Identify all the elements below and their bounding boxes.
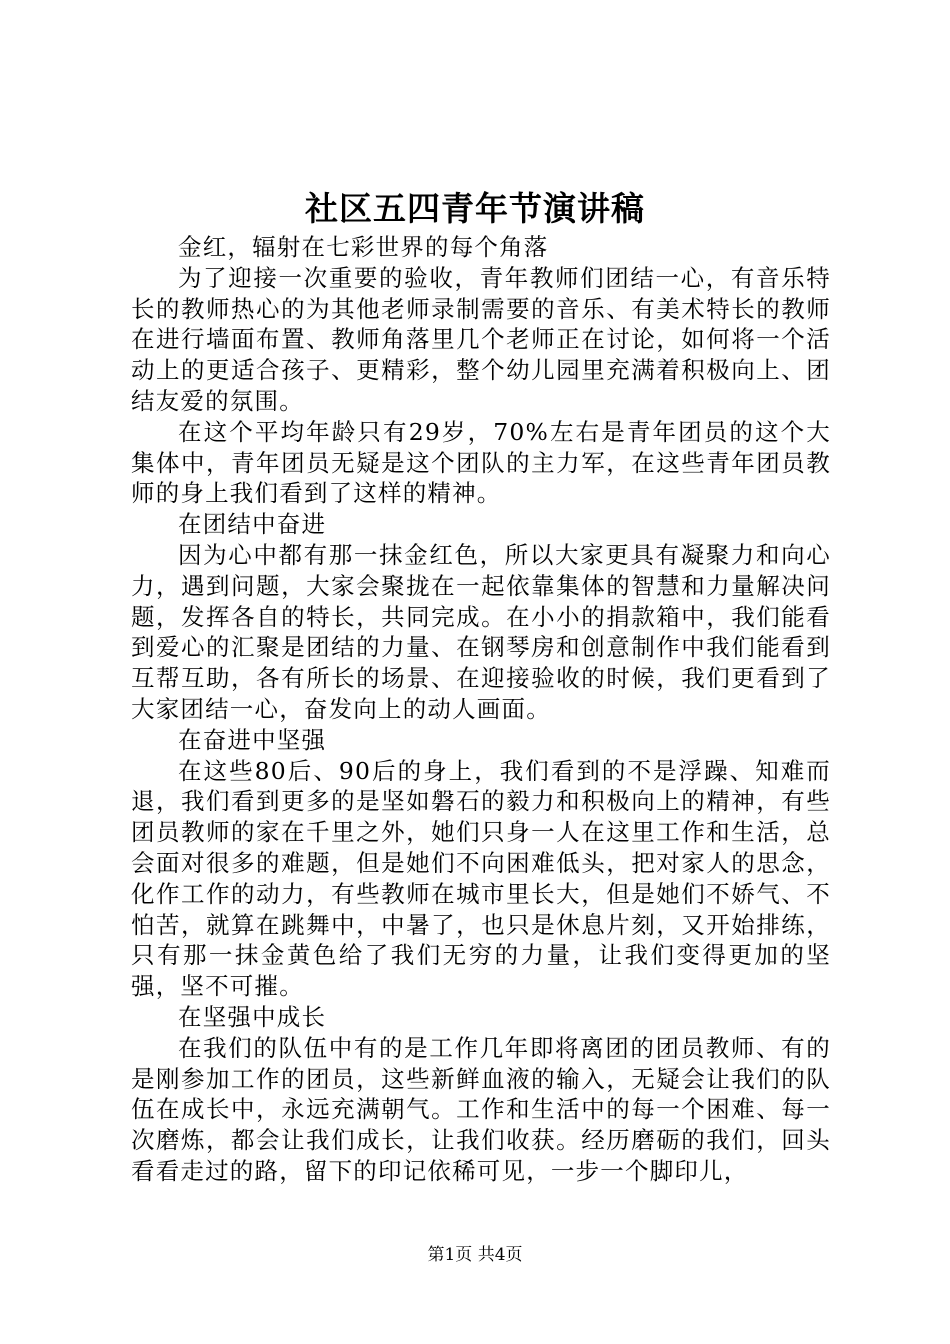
- section-heading: 在奋进中坚强: [178, 725, 327, 754]
- paragraph: 在我们的队伍中有的是工作几年即将离团的团员教师、有的是刚参加工作的团员，这些新鲜血液的输入，无疑会让我们的队伍在成长中，永远充满朝气。工作和生活中的每一个困难、每一次磨炼，都会让我们成长，让我们收获。经历磨砺的我们，回头看看走过的路，留下的印记依稀可见，一步一个脚印儿，: [131, 1033, 831, 1185]
- document-title: 社区五四青年节演讲稿: [305, 189, 645, 228]
- page-footer: 第1页 共4页: [427, 1245, 523, 1265]
- document-body: [131, 232, 831, 1187]
- paragraph: 在这个平均年龄只有29岁，70%左右是青年团员的这个大集体中，青年团员无疑是这个团队的主力军，在这些青年团员教师的身上我们看到了这样的精神。: [131, 417, 831, 508]
- paragraph: 为了迎接一次重要的验收，青年教师们团结一心，有音乐特长的教师热心的为其他老师录制需要的音乐、有美术特长的教师在进行墙面布置、教师角落里几个老师正在讨论，如何将一个活动上的更适合孩子、更精彩，整个幼儿园里充满着积极向上、团结友爱的氛围。: [131, 263, 831, 415]
- paragraph: 在这些80后、90后的身上，我们看到的不是浮躁、知难而退，我们看到更多的是坚如磐石的毅力和积极向上的精神，有些团员教师的家在千里之外，她们只身一人在这里工作和生活，总会面对很多的难题，但是她们不向困难低头，把对家人的思念，化作工作的动力，有些教师在城市里长大，但是她们不娇气、不怕苦，就算在跳舞中，中暑了，也只是休息片刻，又开始排练，只有那一抹金黄色给了我们无穷的力量，让我们变得更加的坚强，坚不可摧。: [131, 756, 831, 1001]
- paragraph: 因为心中都有那一抹金红色，所以大家更具有凝聚力和向心力，遇到问题，大家会聚拢在一起依靠集体的智慧和力量解决问题，发挥各自的特长，共同完成。在小小的捐款箱中，我们能看到爱心的汇聚是团结的力量、在钢琴房和创意制作中我们能看到互帮互助，各有所长的场景、在迎接验收的时候，我们更看到了大家团结一心，奋发向上的动人画面。: [131, 540, 831, 723]
- paragraph: 金红，辐射在七彩世界的每个角落: [178, 233, 549, 261]
- section-heading: 在坚强中成长: [178, 1002, 327, 1031]
- section-heading: 在团结中奋进: [178, 510, 327, 539]
